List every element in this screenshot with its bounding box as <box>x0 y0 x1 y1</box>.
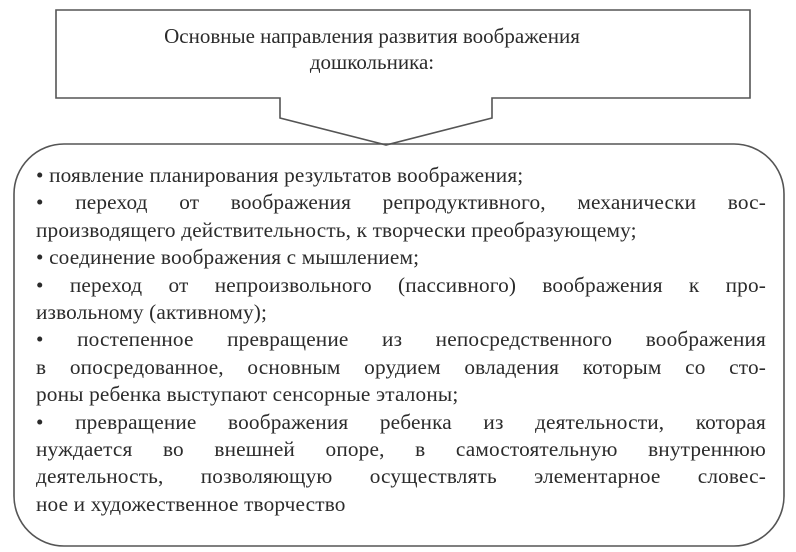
list-item-line: роны ребенка выступают сенсорные эталоны; <box>36 382 459 407</box>
list-item <box>36 244 766 271</box>
title-line-2: дошкольника: <box>309 50 435 74</box>
list-item-line: извольному (активному); <box>36 300 268 325</box>
directions-list <box>36 162 766 532</box>
list-item-line: производящего действительность, к творчески преобразующему; <box>36 217 637 242</box>
list-item-line: • появление планирования результатов воображения; <box>36 163 524 187</box>
list-item-line: • превращение воображения ребенка из деятельности, которая <box>36 409 766 434</box>
list-item <box>36 162 766 189</box>
list-item-line: • переход от непроизвольного (пассивного) воображения к про- <box>36 272 766 297</box>
list-item <box>36 326 766 408</box>
list-item-line: • переход от воображения репродуктивного, механически вос- <box>36 190 766 215</box>
list-item <box>36 409 766 519</box>
title-line-1: Основные направления развития воображения <box>164 24 580 48</box>
list-item-line: • соединение воображения с мышлением; <box>36 245 420 270</box>
list-item-line: • постепенное превращение из непосредственного воображения <box>36 327 766 352</box>
list-item-line: ное и художественное творчество <box>36 491 346 516</box>
diagram-title <box>92 22 652 76</box>
list-item <box>36 189 766 244</box>
list-item-line: нуждается во внешней опоре, в самостоятельную внутреннюю <box>36 437 766 462</box>
list-item <box>36 272 766 327</box>
list-item-line: деятельность, позволяющую осуществлять элементарное словес- <box>36 464 766 489</box>
list-item-line: в опосредованное, основным орудием овладения которым со сто- <box>36 354 766 379</box>
